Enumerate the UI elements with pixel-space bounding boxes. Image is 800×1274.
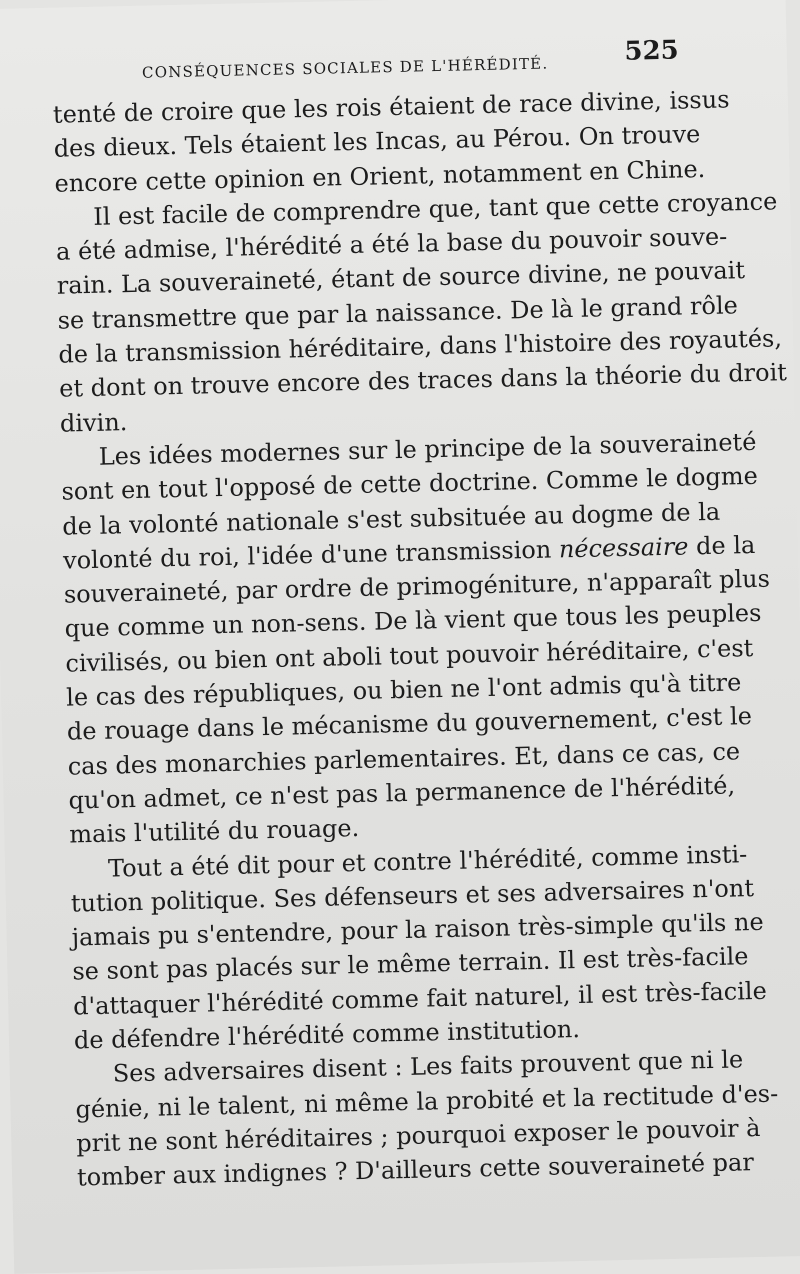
text-line: Ses adversaires disent : Les faits prouvent que ni le [112, 1045, 744, 1088]
text-line: Il est facile de comprendre que, tant que cette croyance [93, 187, 778, 231]
text-line: d'attaquer l'hérédité comme fait naturel, il est très-facile [72, 976, 768, 1021]
text-line: souveraineté, par ordre de primogéniture, n'apparaît plus [63, 564, 771, 609]
text-line: prit ne sont héréditaires ; pourquoi exposer le pouvoir à [76, 1113, 761, 1158]
text-line: sont en tout l'opposé de cette doctrine. Comme le dogme [61, 462, 759, 506]
page-header [141, 33, 687, 85]
text-line: et dont on trouve encore des traces dans la théorie du droit [58, 358, 788, 404]
text-line: tenté de croire que les rois étaient de race divine, issus [52, 85, 730, 129]
text-line: Tout a été dit pour et contre l'hérédité, comme insti- [107, 839, 748, 883]
text-line: que comme un non-sens. De là vient que tous les peuples [64, 599, 762, 644]
text-line: de la volonté nationale s'est subsituée au dogme de la [62, 497, 721, 541]
text-line: rain. La souveraineté, étant de source divine, ne pouvait [56, 256, 746, 301]
text-line: génie, ni le talent, ni même la probité et la rectitude d'es- [75, 1079, 779, 1124]
text-line: de la transmission héréditaire, dans l'histoire des royautés, [58, 324, 783, 369]
text-line: mais l'utilité du rouage. [69, 814, 360, 849]
text-line: se sont pas placés sur le même terrain. Il est très-facile [72, 942, 749, 986]
text-line: de rouage dans le mécanisme du gouvernement, c'est le [66, 702, 753, 746]
text-line: cas des monarchies parlementaires. Et, dans ce cas, ce [67, 736, 741, 781]
page-number: 525 [624, 35, 680, 67]
running-title: CONSÉQUENCES SOCIALES DE L'HÉRÉDITÉ. [141, 54, 549, 82]
text-line: de défendre l'hérédité comme institution. [73, 1015, 581, 1055]
text-line: le cas des républiques, ou bien ne l'ont admis qu'à titre [65, 668, 742, 712]
body-text [52, 83, 788, 1195]
text-line: des dieux. Tels étaient les Incas, au Pérou. On trouve [53, 120, 701, 164]
text-line: jamais pu s'entendre, pour la raison très-simple qu'ils ne [71, 907, 764, 952]
text-segment: de la [688, 530, 756, 561]
emphasized-word: nécessaire [558, 532, 689, 564]
text-line: encore cette opinion en Orient, notamment en Chine. [54, 154, 706, 198]
text-line: a été admise, l'hérédité a été la base du pouvoir souve- [55, 222, 728, 266]
text-line: divin. [59, 407, 128, 438]
text-line: qu'on admet, ce n'est pas la permanence de l'hérédité, [68, 771, 736, 815]
text-line: civilisés, ou bien ont aboli tout pouvoir héréditaire, c'est [65, 633, 754, 678]
text-line: tution politique. Ses défenseurs et ses adversaires n'ont [70, 873, 755, 918]
text-line: se transmettre que par la naissance. De là le grand rôle [57, 291, 739, 335]
text-segment: volonté du roi, l'idée d'une transmission [62, 535, 560, 575]
text-line: tomber aux indignes ? D'ailleurs cette souveraineté par [76, 1148, 755, 1192]
text-line: Les idées modernes sur le principe de la souveraineté [98, 427, 757, 471]
